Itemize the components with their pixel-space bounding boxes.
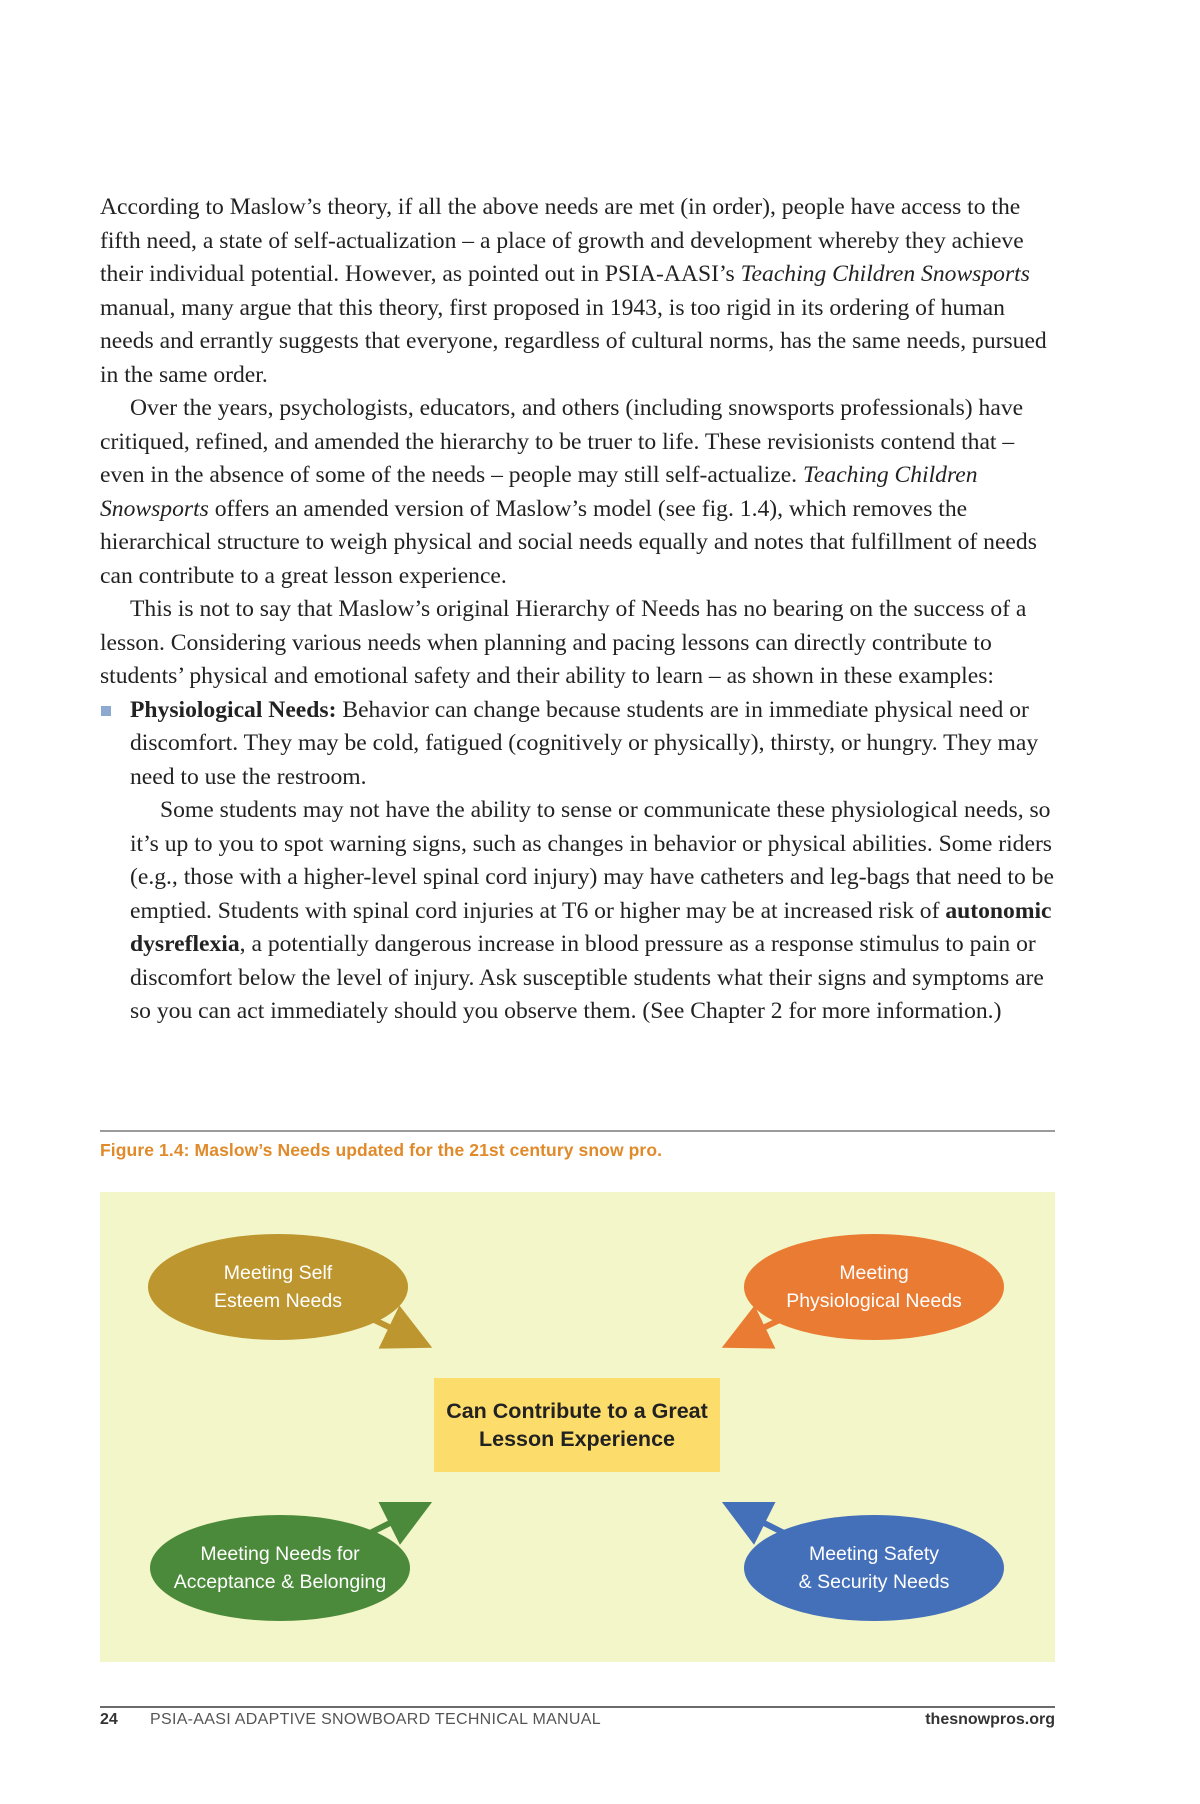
paragraph-1: According to Maslow’s theory, if all the above needs are met (in order), people have access to the fifth need, a state of self-actualization – a place of growth and development whereby they achieve their individual potential. However, as pointed out in PSIA-AASI’s Teaching Children Snowsports manual, many argue that this theory, first proposed in 1943, is too rigid in its ordering of human needs and errantly suggests that everyone, regardless of cultural norms, has the same needs, pursued in the same order. [100,194,1047,388]
footer-rule [100,1706,1055,1708]
book-title-2: Teaching Children Snowsports [100,462,978,522]
safety-needs-label: Meeting Safety & Security Needs [798,1543,950,1593]
bold-term: autonomic dysreflexia [130,897,1052,957]
body-text [100,191,1055,1029]
bullet-paragraph-2: Some students may not have the ability to sense or communicate these physiological needs, so it’s up to you to spot warning signs, such as changes in behavior or physical abilities. Some riders (e.g., those with a higher-level spinal cord injury) may have catheters and leg-bags that need to be emptied. Students with spinal cord injuries at T6 or higher may be at increased risk of autonomic dysreflexia, a potentially dangerous increase in blood pressure as a response stimulus to pain or discomfort below the level of injury. Ask susceptible students what their signs and symptoms are so you can act immediately should you observe them. (See Chapter 2 for more information.) [130,797,1054,1024]
bullet-physiological-needs [100,694,1055,1029]
bullet-term: Physiological Needs: [130,696,337,723]
paragraph-2: Over the years, psychologists, educators, and others (including snowsports professionals) have critiqued, refined, and amended the hierarchy to be truer to life. These revisionists contend that – even in the absence of some of the needs – people may still self-actualize. Teaching Children Snowsports offers an amended version of Maslow’s model (see fig. 1.4), which removes the hierarchical structure to weigh physical and social needs equally and notes that fulfillment of needs can contribute to a great lesson experience. [100,395,1037,589]
bullet-square-icon [101,706,111,716]
figure-diagram [100,1192,1055,1662]
lesson-experience-box: Can Contribute to a Great Lesson Experience [434,1378,720,1472]
figure-top-rule [100,1130,1055,1132]
figure-caption: Figure 1.4: Maslow’s Needs updated for the 21st century snow pro. [100,1140,663,1160]
esteem-needs-label: Meeting Self Esteem Needs [214,1262,342,1312]
website-link[interactable]: thesnowpros.org [925,1711,1055,1728]
physiological-needs-label: Meeting Physiological Needs [786,1262,962,1312]
book-title: Teaching Children Snowsports [740,261,1030,287]
belonging-needs-label: Meeting Needs for Acceptance & Belonging [173,1543,387,1593]
bullet-paragraph-1: Physiological Needs: Behavior can change because students are in immediate physical need or discomfort. They may be cold, fatigued (cognitively or physically), thirsty, or hungry. They may need to use the restroom. [130,696,1039,790]
paragraph-3: This is not to say that Maslow’s original Hierarchy of Needs has no bearing on the success of a lesson. Considering various needs when planning and pacing lessons can directly contribute to students’ physical and emotional safety and their ability to learn – as shown in these examples: [100,596,1027,689]
manual-title: PSIA-AASI ADAPTIVE SNOWBOARD TECHNICAL MANUAL [150,1711,601,1728]
page-number: 24 [100,1711,118,1728]
